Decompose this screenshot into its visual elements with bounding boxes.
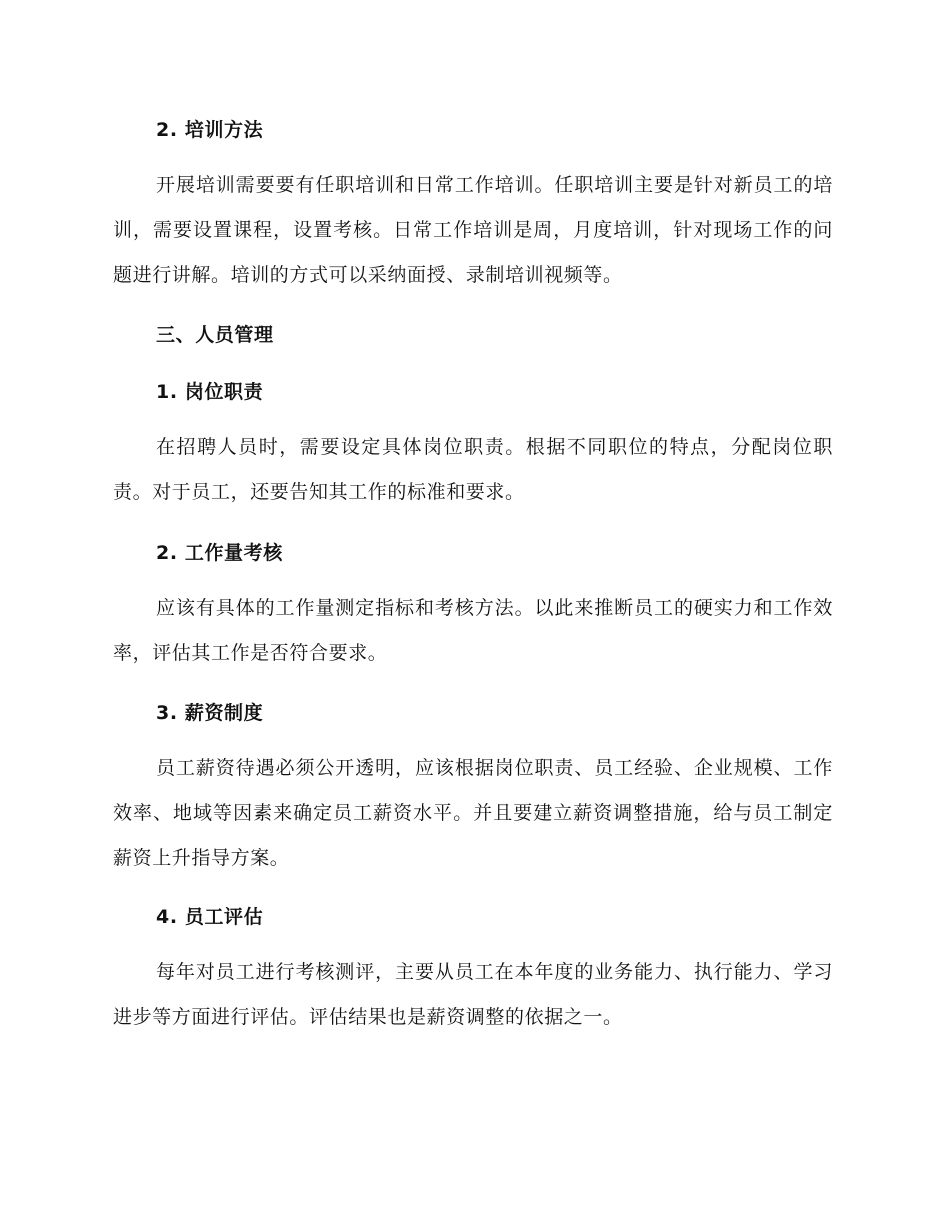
heading-personnel-management: 三、人员管理 (156, 324, 274, 346)
heading-salary-system: 3. 薪资制度 (156, 702, 264, 724)
heading-training-methods: 2. 培训方法 (156, 119, 264, 141)
heading-job-responsibilities: 1. 岗位职责 (156, 381, 264, 403)
paragraph-employee-evaluation: 每年对员工进行考核测评，主要从员工在本年度的业务能力、执行能力、学习进步等方面进行评估。评估结果也是薪资调整的依据之一。 (113, 961, 833, 1028)
heading-workload-assessment: 2. 工作量考核 (156, 542, 283, 564)
paragraph-salary-system: 员工薪资待遇必须公开透明，应该根据岗位职责、员工经验、企业规模、工作效率、地域等因素来确定员工薪资水平。并且要建立薪资调整措施，给与员工制定薪资上升指导方案。 (113, 757, 833, 869)
heading-employee-evaluation: 4. 员工评估 (156, 906, 264, 928)
paragraph-job-responsibilities: 在招聘人员时，需要设定具体岗位职责。根据不同职位的特点，分配岗位职责。对于员工，还要告知其工作的标准和要求。 (113, 436, 833, 503)
paragraph-workload-assessment: 应该有具体的工作量测定指标和考核方法。以此来推断员工的硬实力和工作效率，评估其工作是否符合要求。 (113, 597, 833, 664)
paragraph-training-methods: 开展培训需要要有任职培训和日常工作培训。任职培训主要是针对新员工的培训，需要设置课程，设置考核。日常工作培训是周，月度培训，针对现场工作的问题进行讲解。培训的方式可以采纳面授、录制培训视频等。 (113, 174, 833, 286)
